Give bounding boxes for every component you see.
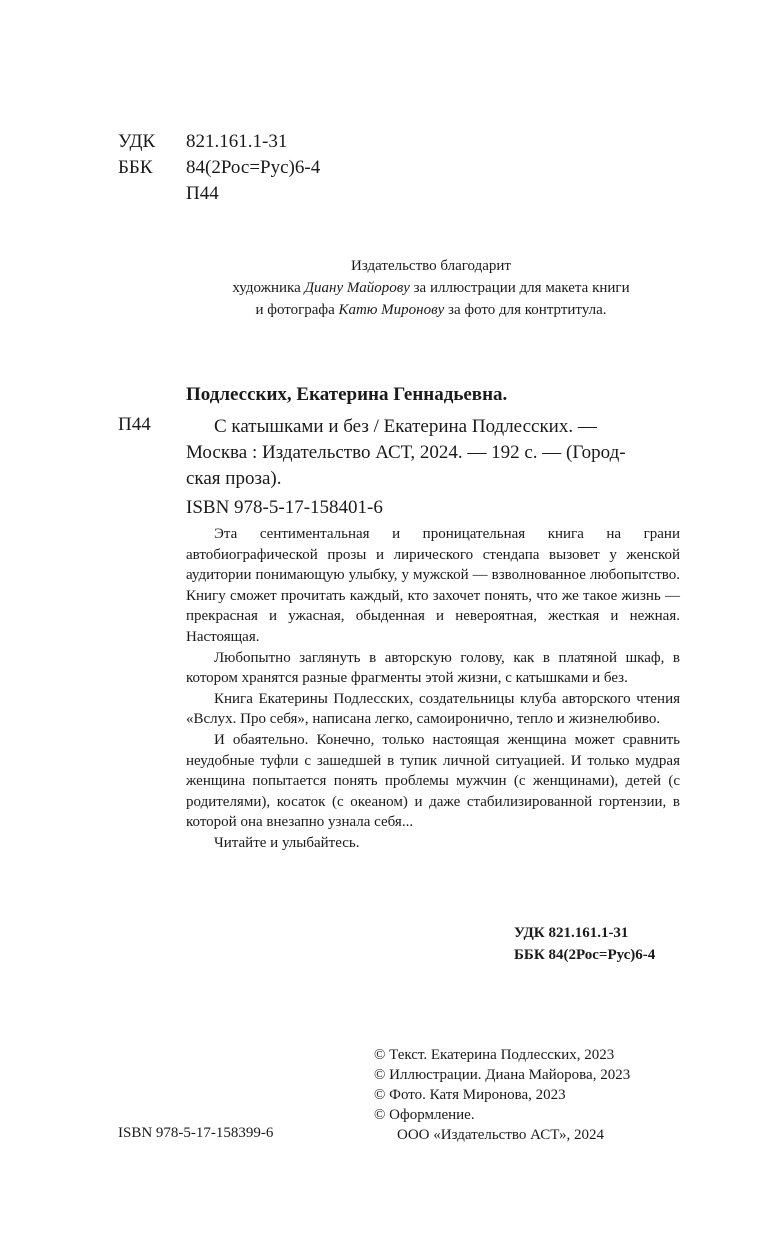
bottom-bbk: ББК 84(2Рос=Рус)6-4 xyxy=(514,947,656,963)
annotation-paragraph: Любопытно заглянуть в авторскую голову, как в платяной шкаф, в котором хранятся разные фрагменты этой жизни, с катышками и без. xyxy=(186,649,680,687)
annotation xyxy=(186,524,680,854)
annotation-paragraph: И обаятельно. Конечно, только настоящая женщина может сравнить неудобные туфли с зашедшей в тупик личной ситуацией. И только мудрая женщина попытается понять проблемы мужчин (с женщинами), детей (с родителями), косаток (с океаном) и даже стабилизированной гортензии, в которой она внезапно узнала себя... xyxy=(186,731,680,831)
annotation-paragraph: Читайте и улыбайтесь. xyxy=(214,834,360,851)
title-line: ская проза). xyxy=(186,468,282,489)
illustrator-name: Диану Майорову xyxy=(304,280,410,296)
isbn-secondary: ISBN 978-5-17-158399-6 xyxy=(118,1125,274,1141)
bbk-value: 84(2Рос=Рус)6-4 xyxy=(186,157,321,178)
author-code: П44 xyxy=(118,414,151,435)
copyright-line: ООО «Издательство АСТ», 2024 xyxy=(397,1127,604,1143)
acknowledgement-line-1: Издательство благодарит xyxy=(351,258,511,274)
annotation-paragraph: Книга Екатерины Подлесских, создательницы клуба авторского чтения «Вслух. Про себя», написана легко, самоиронично, тепло и жизнелюбиво. xyxy=(186,690,680,728)
copyright-line: © Фото. Катя Миронова, 2023 xyxy=(374,1087,566,1103)
acknowledgement-line-3 xyxy=(150,299,712,321)
author-heading: Подлесских, Екатерина Геннадьевна. xyxy=(186,384,508,405)
copyright-line: © Оформление. xyxy=(374,1107,475,1123)
title-line: Москва : Издательство АСТ, 2024. — 192 с. — (Город- xyxy=(186,442,626,463)
acknowledgement-line-2 xyxy=(150,277,712,299)
bottom-codes xyxy=(514,922,655,966)
copyright-line: © Текст. Екатерина Подлесских, 2023 xyxy=(374,1047,615,1063)
isbn-main: ISBN 978-5-17-158401-6 xyxy=(186,497,383,518)
acknowledgement-text: художника xyxy=(232,280,305,296)
bbk-label: ББК xyxy=(118,157,153,178)
annotation-paragraph: Эта сентиментальная и проницательная книга на грани автобиографической прозы и лирического стендапа вызовет у женской аудитории понимающую улыбку, у мужской — взволнованное любопытство. Книгу сможет прочитать каждый, кто захочет понять, что же такое жизнь — прекрасная и ужасная, обыденная и невероятная, жесткая и нежная. Настоящая. xyxy=(186,526,680,645)
udk-value: 821.161.1-31 xyxy=(186,131,288,152)
acknowledgement-text: за иллюстрации для макета книги xyxy=(409,280,630,296)
photographer-name: Катю Миронову xyxy=(338,302,445,318)
copyright-line: © Иллюстрации. Диана Майорова, 2023 xyxy=(374,1067,631,1083)
bottom-udk: УДК 821.161.1-31 xyxy=(514,925,629,941)
title-line: С катышками и без / Екатерина Подлесских. — xyxy=(214,416,597,437)
author-sign: П44 xyxy=(186,183,219,204)
title-record xyxy=(186,414,684,492)
acknowledgement-text: за фото для контртитула. xyxy=(444,302,607,318)
acknowledgement xyxy=(150,255,712,321)
udk-label: УДК xyxy=(118,131,156,152)
acknowledgement-text: и фотографа xyxy=(255,302,339,318)
copyright-block xyxy=(374,1045,630,1145)
